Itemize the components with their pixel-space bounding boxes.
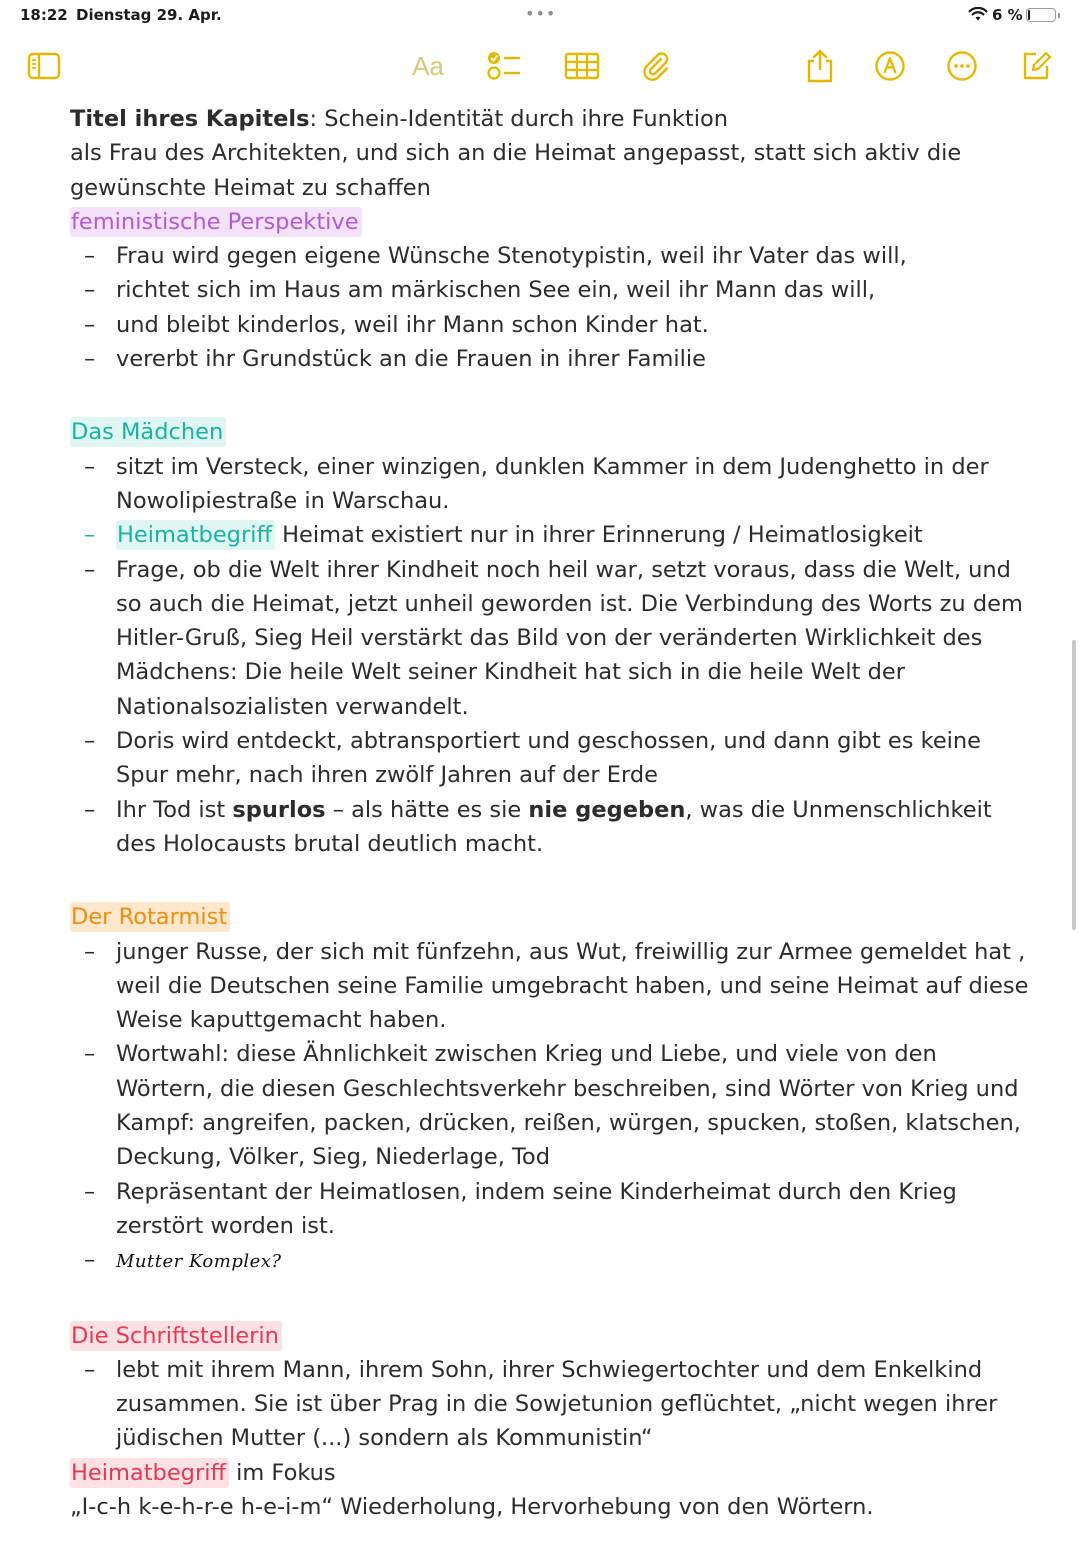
multitasking-dots-icon[interactable]: ••• — [525, 4, 557, 23]
battery-icon — [1026, 8, 1056, 22]
notes-toolbar — [0, 40, 1080, 90]
handwritten-note: Mutter Komplex? — [116, 1251, 282, 1273]
bold-nie-gegeben: nie gegeben — [528, 796, 686, 823]
focus-line — [70, 1456, 1030, 1490]
list-item: – Frau wird gegen eigene Wünsche Stenotypistin, weil ihr Vater das will, — [70, 239, 1030, 273]
intro-bold: Titel ihres Kapitels — [70, 106, 310, 132]
section-heading-maedchen — [70, 415, 1030, 449]
status-time: 18:22 — [20, 6, 68, 24]
text-part: – als hätte es sie — [325, 796, 529, 823]
section-heading-feminist — [70, 205, 1030, 239]
battery-level — [1028, 10, 1030, 20]
share-icon[interactable] — [800, 46, 840, 86]
list-item: – sitzt im Versteck, einer winzigen, dunklen Kammer in dem Judenghetto in der Nowolipiestraße in Warschau. — [70, 450, 1030, 519]
attachment-icon[interactable] — [636, 46, 676, 86]
intro-text-1: : Schein-Identität durch ihre Funktion — [309, 106, 729, 132]
format-icon[interactable]: Aa — [412, 50, 444, 81]
last-line: „I-c-h k-e-h-r-e h-e-i-m“ Wiederholung, Hervorhebung von den Wörtern. — [70, 1493, 874, 1520]
focus-text: im Fokus — [228, 1459, 336, 1486]
list-item: – und bleibt kinderlos, weil ihr Mann schon Kinder hat. — [70, 308, 1030, 342]
list-item: – Repräsentant der Heimatlosen, indem seine Kinderheimat durch den Krieg zerstört worden ist. — [70, 1175, 1030, 1244]
table-icon[interactable] — [562, 46, 602, 86]
list-item: – Wortwahl: diese Ähnlichkeit zwischen Krieg und Liebe, und viele von den Wörtern, die diesen Geschlechtsverkehr beschreiben, sind Wörter von Krieg und Kampf: angreifen, packen, drücken, reißen, würgen, spucken, stoßen, klatschen, Deckung, Völker, Sieg, Niederlage, Tod — [70, 1037, 1030, 1174]
bold-spurlos: spurlos — [232, 796, 326, 823]
highlight-maedchen: Das Mädchen — [70, 417, 226, 447]
intro-line — [70, 102, 1030, 136]
section-heading-schriftstellerin — [70, 1319, 1030, 1353]
list-item-text: Heimat existiert nur in ihrer Erinnerung / Heimatlosigkeit — [274, 522, 923, 549]
schriftstellerin-list — [70, 1353, 1030, 1456]
sidebar-icon[interactable] — [24, 46, 64, 86]
handwritten-item — [70, 1243, 1030, 1279]
section-heading-rotarmist — [70, 900, 1030, 934]
feminist-list — [70, 239, 1030, 376]
highlight-heimatbegriff-focus: Heimatbegriff — [70, 1458, 229, 1488]
checklist-icon[interactable] — [484, 46, 524, 86]
highlight-feminist: feministische Perspektive — [70, 207, 362, 237]
scroll-indicator[interactable] — [1072, 640, 1076, 930]
list-item — [70, 518, 1030, 552]
list-item: – vererbt ihr Grundstück an die Frauen in ihrer Familie — [70, 342, 1030, 376]
intro-text-2: als Frau des Architekten, und sich an die Heimat angepasst, statt sich aktiv die gewünschte Heimat zu schaffen — [70, 140, 962, 201]
list-item: – junger Russe, der sich mit fünfzehn, aus Wut, freiwillig zur Armee gemeldet hat , weil die Deutschen seine Familie umgebracht haben, und seine Heimat auf diese Weise kaputtgemacht haben. — [70, 935, 1030, 1038]
list-item: – Doris wird entdeckt, abtransportiert und geschossen, und dann gibt es keine Spur mehr, nach ihren zwölf Jahren auf der Erde — [70, 724, 1030, 793]
list-item: – lebt mit ihrem Mann, ihrem Sohn, ihrer Schwiegertochter und dem Enkelkind zusammen. Sie ist über Prag in die Sowjetunion geflüchtet, „nicht wegen ihrer jüdischen Mutter (...) sondern als Kommunistin“ — [70, 1353, 1030, 1456]
list-item — [70, 793, 1030, 862]
highlight-rotarmist: Der Rotarmist — [70, 902, 230, 932]
highlight-heimatbegriff: Heimatbegriff — [116, 520, 275, 550]
wifi-icon — [968, 7, 988, 26]
text-part: Ihr Tod ist — [116, 796, 233, 823]
more-icon[interactable] — [942, 46, 982, 86]
status-bar — [0, 0, 1080, 30]
text-part: , was die Unmenschlichkeit des Holocausts brutal deutlich macht. — [116, 796, 992, 857]
note-body[interactable] — [70, 102, 1030, 1524]
battery-percentage: 6 % — [992, 6, 1023, 24]
list-item: – richtet sich im Haus am märkischen See ein, weil ihr Mann das will, — [70, 273, 1030, 307]
battery-cap — [1058, 13, 1060, 18]
markup-icon[interactable] — [870, 46, 910, 86]
maedchen-list — [70, 450, 1030, 862]
compose-icon[interactable] — [1016, 46, 1056, 86]
highlight-schriftstellerin: Die Schriftstellerin — [70, 1321, 282, 1351]
list-item: – Frage, ob die Welt ihrer Kindheit noch heil war, setzt voraus, dass die Welt, und so auch die Heimat, jetzt unheil geworden ist. Die Verbindung des Worts zu dem Hitler-Gruß, Sieg Heil verstärkt das Bild von der veränderten Wirklichkeit des Mädchens: Die heile Welt seiner Kindheit hat sich in die heile Welt der Nationalsozialisten verwandelt. — [70, 553, 1030, 724]
status-date: Dienstag 29. Apr. — [76, 6, 222, 24]
rotarmist-list — [70, 935, 1030, 1280]
